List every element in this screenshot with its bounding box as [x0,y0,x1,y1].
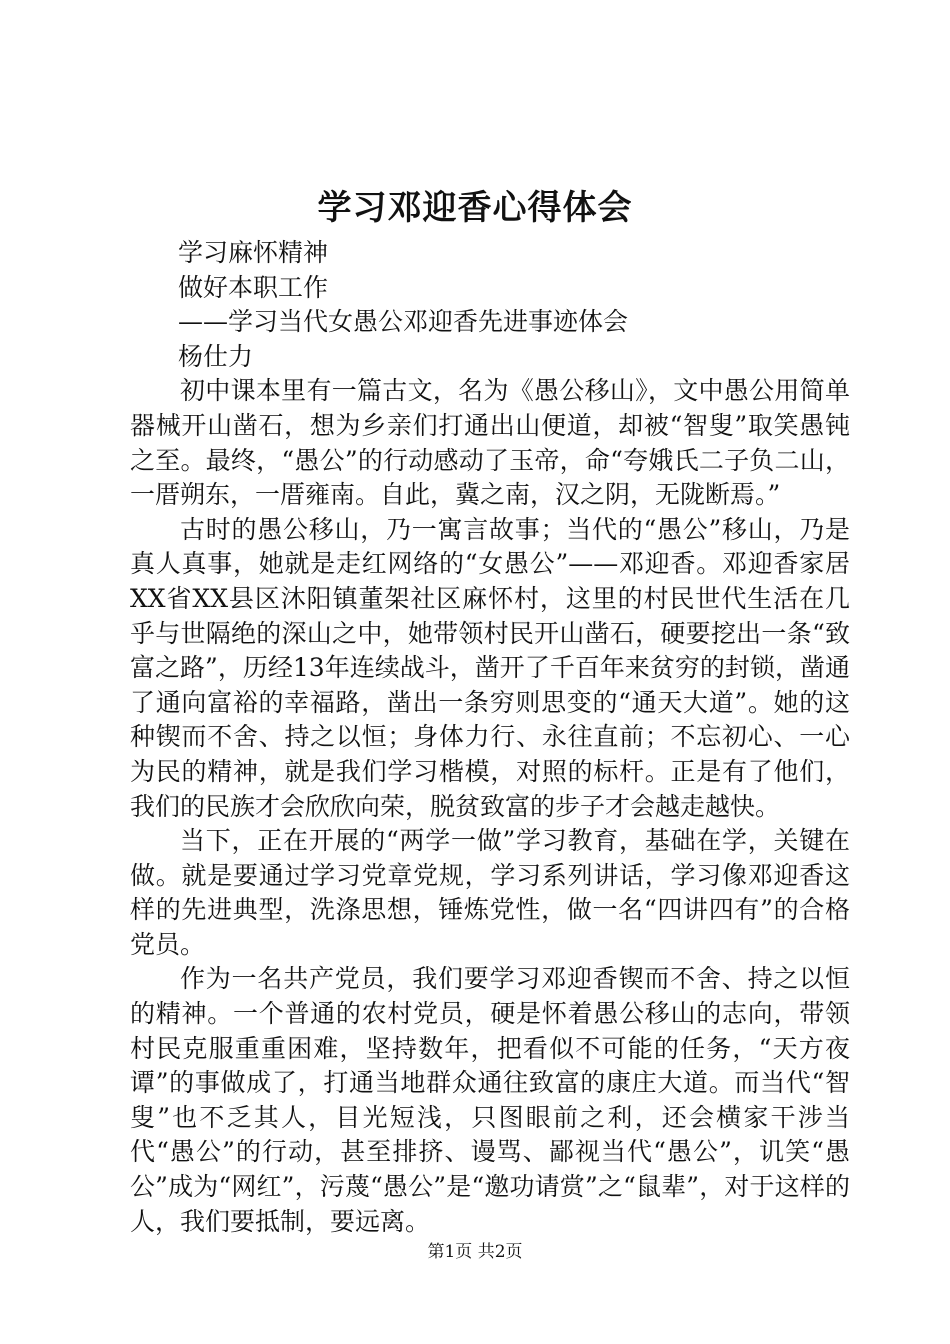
body-paragraph: 作为一名共产党员，我们要学习邓迎香锲而不舍、持之以恒的精神。一个普通的农村党员，硬是怀着愚公移山的志向，带领村民克服重重困难，坚持数年，把看似不可能的任务，“天方夜谭”的事做成了，打通当地群众通往致富的康庄大道。而当代“智叟”也不乏其人，目光短浅，只图眼前之利，还会横家干涉当代“愚公”的行动，甚至排挤、谩骂、鄙视当代“愚公”，讥笑“愚公”成为“网红”，污蔑“愚公”是“邀功请赏”之“鼠辈”，对于这样的人，我们要抵制，要远离。 [130,964,850,1236]
body-paragraph: 当下，正在开展的“两学一做”学习教育，基础在学，关键在做。就是要通过学习党章党规，学习系列讲话，学习像邓迎香这样的先进典型，洗涤思想，锤炼党性，做一名“四讲四有”的合格党员。 [130,826,850,959]
subtitle-line: 做好本职工作 [178,272,329,302]
author-name: 杨仕力 [178,341,254,371]
page-footer: 第1页 共2页 [427,1242,523,1262]
body-paragraph: 古时的愚公移山，乃一寓言故事；当代的“愚公”移山，乃是真人真事，她就是走红网络的“女愚公”——邓迎香。邓迎香家居XX省XX县区沐阳镇董架社区麻怀村，这里的村民世代生活在几乎与世隔绝的深山之中，她带领村民开山凿石，硬要挖出一条“致富之路”，历经13年连续战斗，凿开了千百年来贫穷的封锁，凿通了通向富裕的幸福路，凿出一条穷则思变的“通天大道”。她的这种锲而不舍、持之以恒；身体力行、永往直前；不忘初心、一心为民的精神，就是我们学习楷模，对照的标杆。正是有了他们，我们的民族才会欣欣向荣，脱贫致富的步子才会越走越快。 [130,514,850,821]
subtitle-line: 学习麻怀精神 [178,238,329,267]
subtitle-line: ——学习当代女愚公邓迎香先进事迹体会 [178,307,629,337]
document-title: 学习邓迎香心得体会 [317,188,633,228]
body-paragraph: 初中课本里有一篇古文，名为《愚公移山》，文中愚公用简单器械开山凿石，想为乡亲们打通出山便道，却被“智叟”取笑愚钝之至。最终，“愚公”的行动感动了玉帝，命“夸娥氏二子负二山，一厝朔东，一厝雍南。自此，冀之南，汉之阴，无陇断焉。” [130,376,850,510]
document-body [130,236,850,1239]
